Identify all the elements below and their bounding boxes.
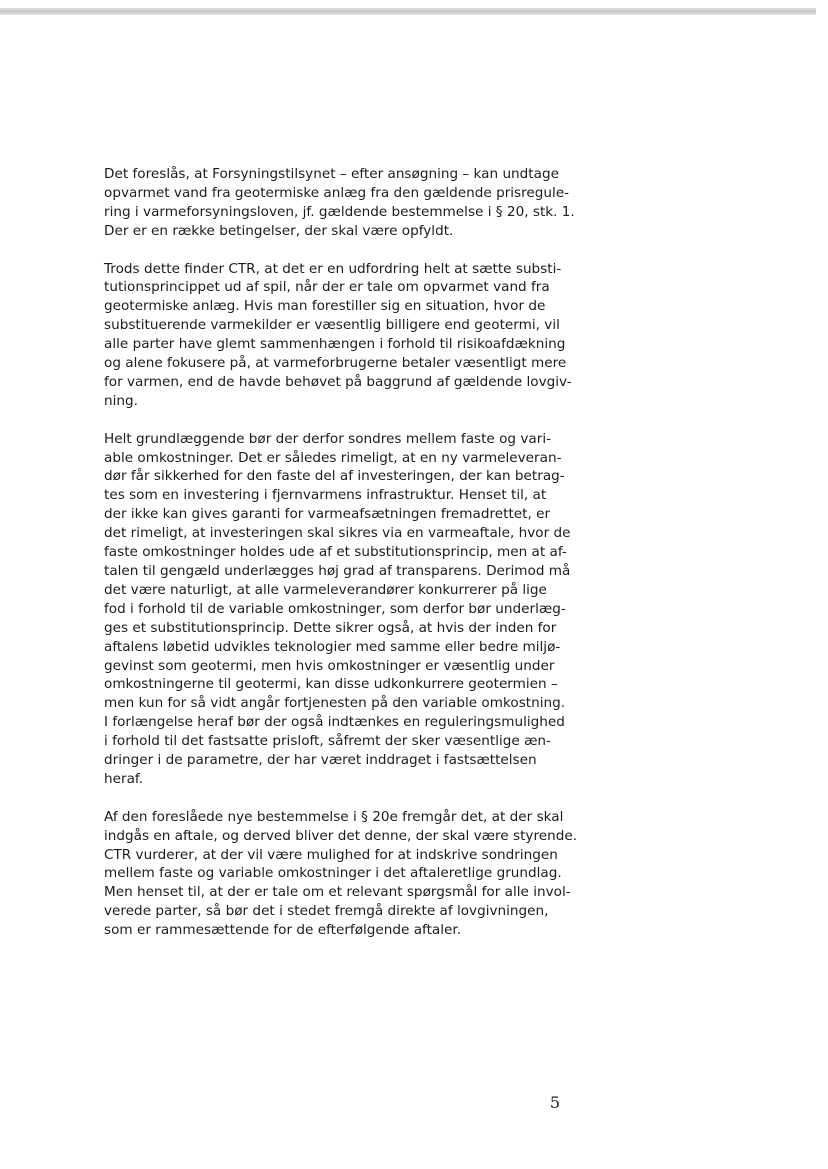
text-line: Af den foreslåede nye bestemmelse i § 20e fremgår det, at der skal [104, 808, 564, 825]
text-line: ges et substitutionsprincip. Dette sikrer også, at hvis der inden for [104, 619, 557, 636]
text-line: men kun for så vidt angår fortjenesten på den variable omkostning. [104, 695, 566, 712]
page-number: 5 [549, 1093, 561, 1112]
text-line: ning. [104, 392, 138, 409]
text-line: omkostningerne til geotermi, kan disse udkonkurrere geotermien – [104, 676, 558, 693]
text-line: tutionsprincippet ud af spil, når der er tale om opvarmet vand fra [104, 279, 550, 296]
text-line: ring i varmeforsyningsloven, jf. gældende bestemmelse i § 20, stk. 1. [104, 203, 575, 220]
text-line: CTR vurderer, at der vil være mulighed for at indskrive sondringen [104, 846, 558, 863]
text-line: gevinst som geotermi, men hvis omkostninger er væsentlig under [104, 657, 555, 674]
text-line: for varmen, end de havde behøvet på baggrund af gældende lovgiv- [104, 373, 572, 390]
text-line: aftalens løbetid udvikles teknologier med samme eller bedre miljø- [104, 638, 561, 655]
text-line: heraf. [104, 770, 144, 787]
paragraph-3 [104, 430, 571, 789]
text-line: indgås en aftale, og derved bliver det denne, der skal være styrende. [104, 827, 578, 844]
text-line: i forhold til det fastsatte prisloft, såfremt der sker væsentlige æn- [104, 733, 551, 750]
text-line: det være naturligt, at alle varmeleverandører konkurrerer på lige [104, 581, 547, 598]
paragraph-2 [104, 260, 572, 411]
text-line: I forlængelse heraf bør der også indtænkes en reguleringsmulighed [104, 714, 565, 731]
text-line: Der er en række betingelser, der skal være opfyldt. [104, 222, 454, 239]
text-line: talen til gengæld underlægges høj grad af transparens. Derimod må [104, 563, 571, 579]
text-line: Men henset til, at der er tale om et relevant spørgsmål for alle invol- [104, 884, 571, 901]
text-line: mellem faste og variable omkostninger i det aftaleretlige grundlag. [104, 865, 562, 882]
document-body [104, 165, 578, 959]
text-line: det rimeligt, at investeringen skal sikres via en varmeaftale, hvor de [104, 525, 571, 542]
text-line: able omkostninger. Det er således rimeligt, at en ny varmeleveran- [104, 449, 562, 466]
scan-top-edge [0, 8, 816, 15]
text-line: og alene fokusere på, at varmeforbrugerne betaler væsentligt mere [104, 355, 567, 372]
text-line: faste omkostninger holdes ude af et substitutionsprincip, men at af- [104, 544, 567, 561]
text-line: fod i forhold til de variable omkostninger, som derfor bør underlæg- [104, 600, 566, 617]
paragraph-1 [104, 165, 575, 241]
text-line: der ikke kan gives garanti for varmeafsætningen fremadrettet, er [104, 506, 551, 523]
text-line: substituerende varmekilder er væsentlig billigere end geotermi, vil [104, 317, 560, 334]
text-line: Det foreslås, at Forsyningstilsynet – efter ansøgning – kan undtage [104, 166, 559, 182]
text-line: verede parter, så bør det i stedet fremgå direkte af lovgivningen, [104, 903, 549, 920]
paragraph-4 [104, 808, 578, 940]
text-line: som er rammesættende for de efterfølgende aftaler. [104, 922, 462, 939]
text-line: tes som en investering i fjernvarmens infrastruktur. Henset til, at [104, 487, 547, 504]
text-line: alle parter have glemt sammenhængen i forhold til risikoafdækning [104, 336, 566, 353]
text-line: dør får sikkerhed for den faste del af investeringen, der kan betrag- [104, 468, 565, 485]
text-line: opvarmet vand fra geotermiske anlæg fra den gældende prisregule- [104, 184, 570, 201]
text-line: dringer i de parametre, der har været inddraget i fastsættelsen [104, 752, 537, 769]
text-line: geotermiske anlæg. Hvis man forestiller sig en situation, hvor de [104, 298, 546, 315]
text-line: Helt grundlæggende bør der derfor sondres mellem faste og vari- [104, 430, 552, 447]
text-line: Trods dette finder CTR, at det er en udfordring helt at sætte substi- [104, 260, 562, 277]
